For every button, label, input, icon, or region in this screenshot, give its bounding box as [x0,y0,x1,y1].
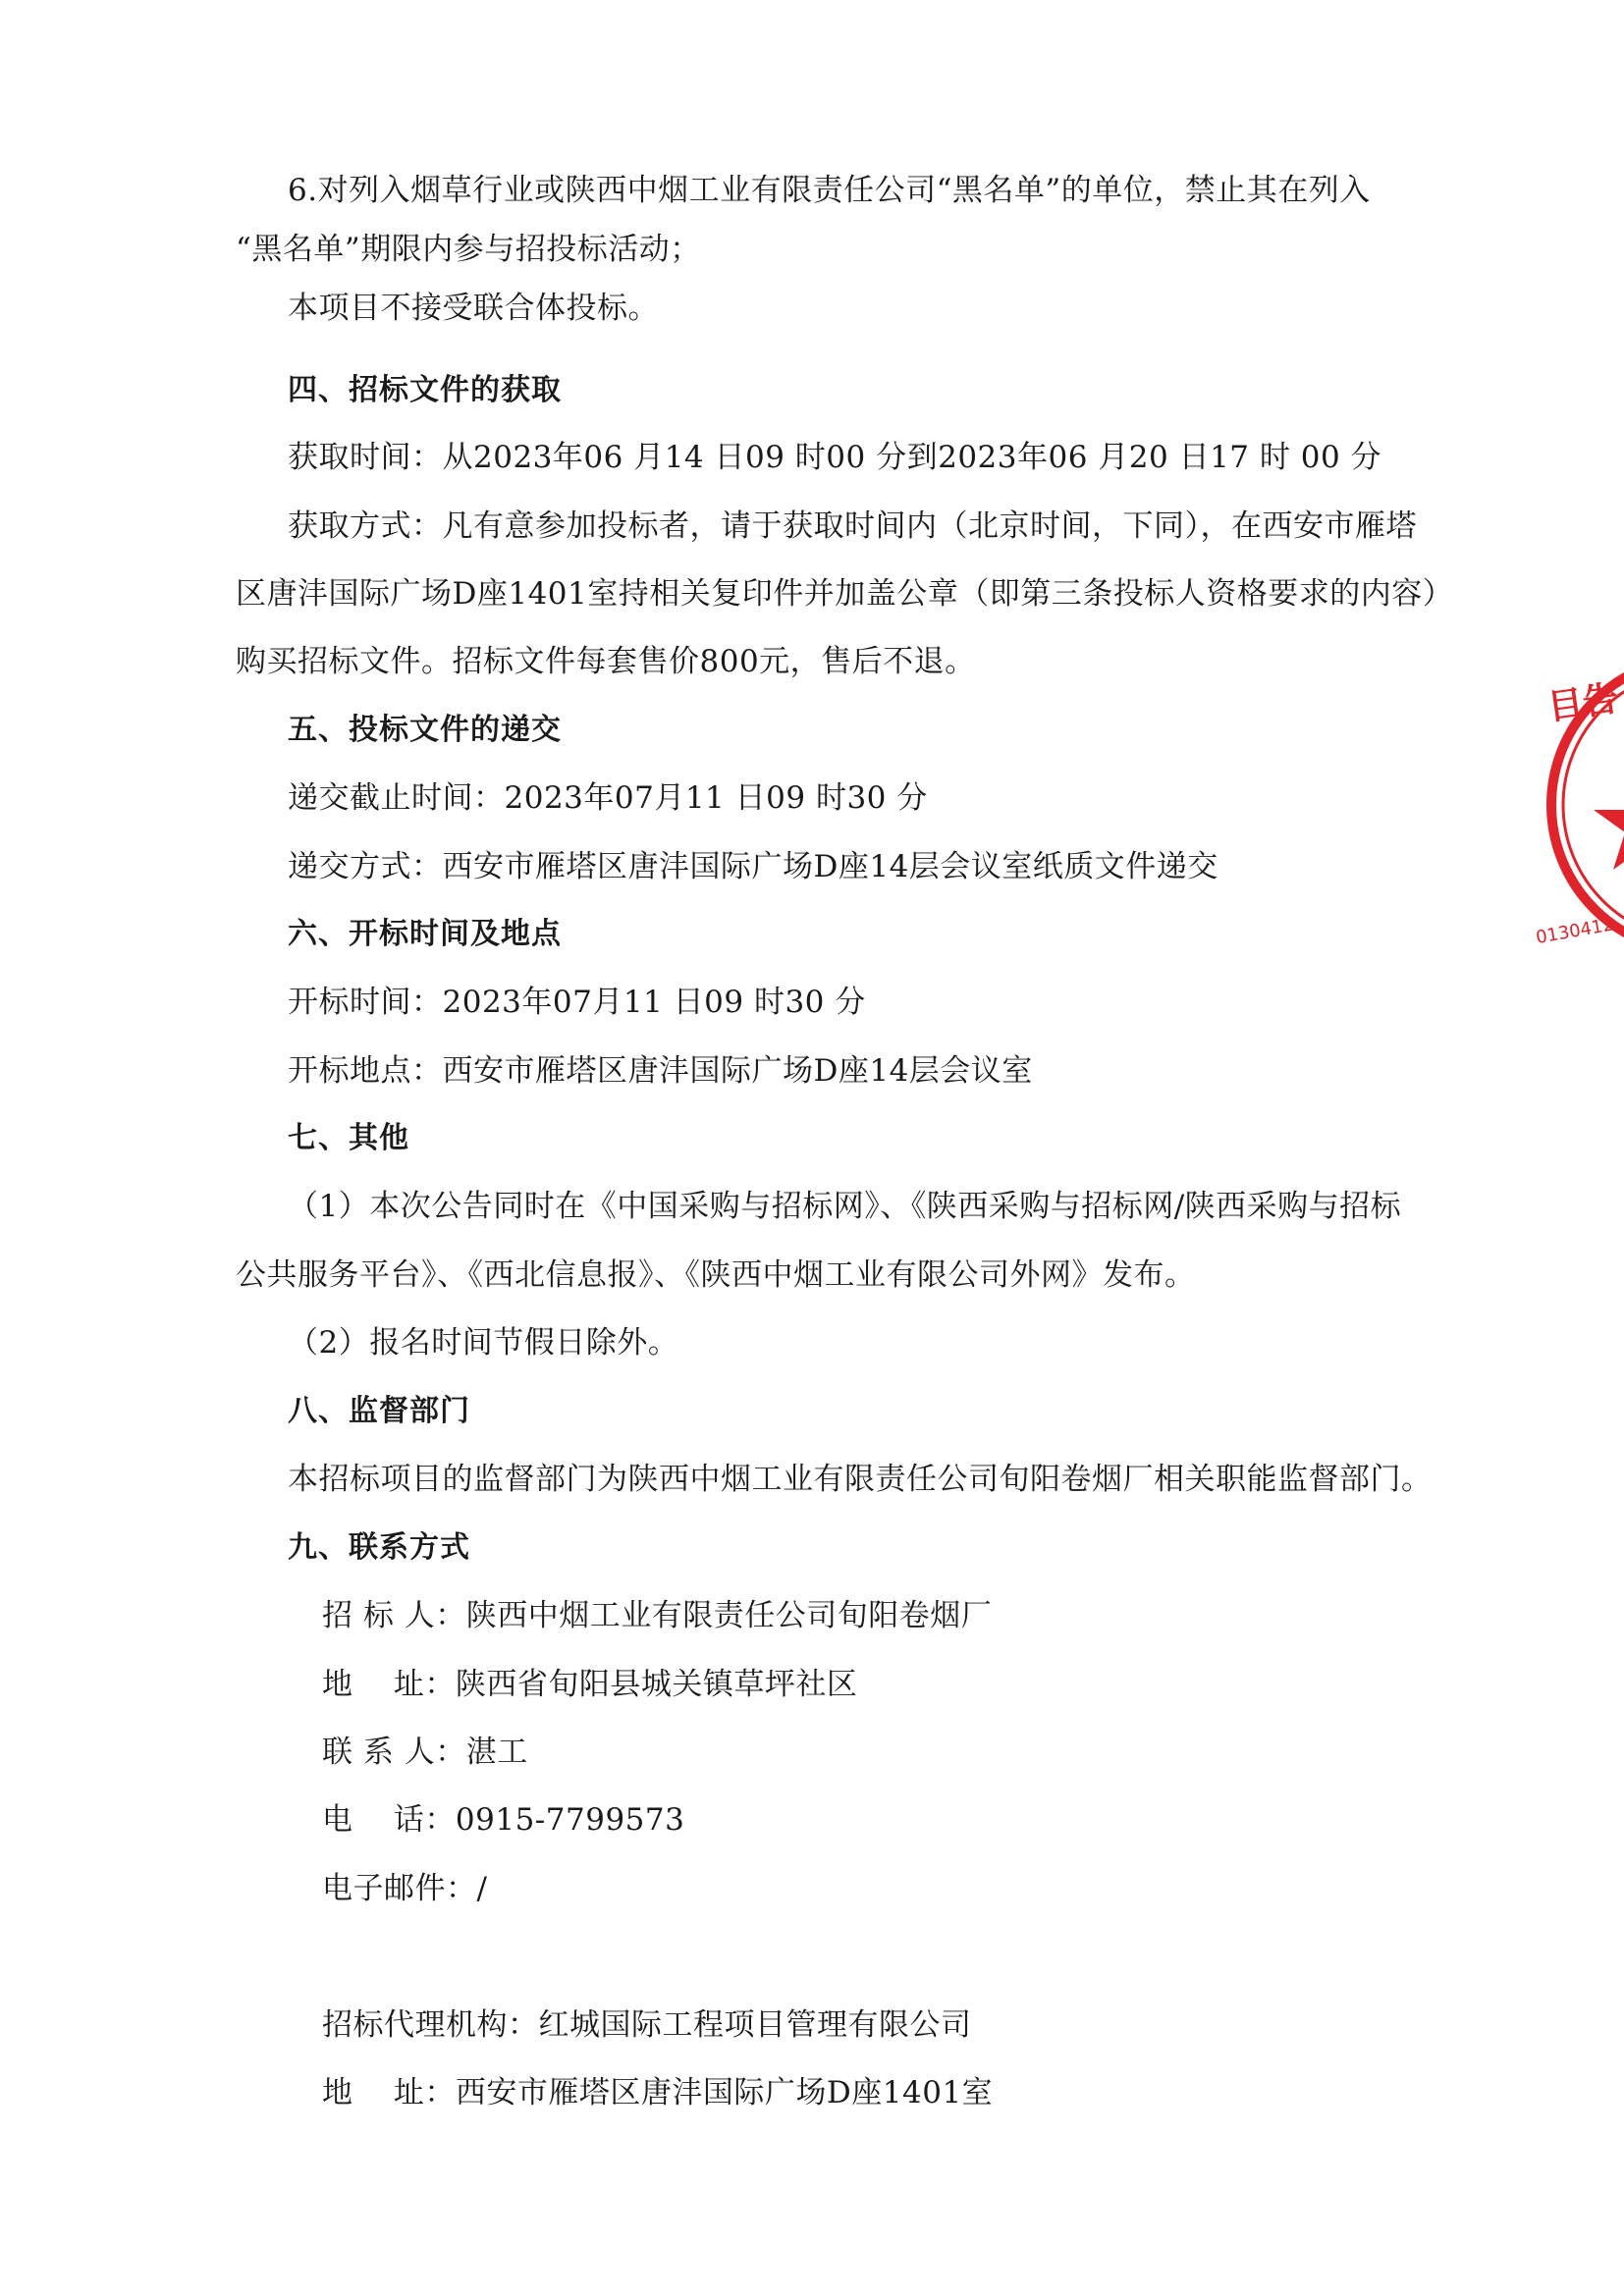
other-item2: （2）报名时间节假日除外。 [288,1325,679,1361]
seal-graphic [1532,643,1624,967]
submit-method: 递交方式：西安市雁塔区唐沣国际广场D座14层会议室纸质文件递交 [288,849,1218,884]
section6-heading: 六、开标时间及地点 [288,917,562,951]
submit-deadline: 递交截止时间：2023年07月11 日09 时30 分 [288,780,928,816]
item6-line2: “黑名单”期限内参与招投标活动； [236,232,701,267]
contact-line: 联 系 人：湛工 [322,1735,528,1770]
official-seal [1532,643,1624,967]
seal-digits: 0130412 [1534,914,1616,949]
seal-star [1594,773,1624,870]
tenderer-line: 招 标 人：陕西中烟工业有限责任公司旬阳卷烟厂 [322,1598,993,1633]
acquire-time: 获取时间：从2023年06 月14 日09 时00 分到2023年06 月20 日17 时 00 分 [288,440,1382,475]
supervision-text: 本招标项目的监督部门为陕西中烟工业有限责任公司旬阳卷烟厂相关职能监督部门。 [288,1462,1433,1497]
item6-line1: 6.对列入烟草行业或陕西中烟工业有限责任公司“黑名单”的单位，禁止其在列入 [288,173,1371,208]
acquire-method-line1: 获取方式：凡有意参加投标者，请于获取时间内（北京时间，下同），在西安市雁塔 [288,508,1417,544]
agency-line: 招标代理机构：红城国际工程项目管理有限公司 [322,2007,972,2043]
section7-heading: 七、其他 [288,1121,409,1155]
phone-line: 电 话：0915-7799573 [322,1802,685,1838]
address-line: 地 址：陕西省旬阳县城关镇草坪社区 [322,1667,858,1702]
email-line: 电子邮件：/ [322,1871,488,1906]
section8-heading: 八、监督部门 [288,1394,470,1428]
opening-time: 开标时间：2023年07月11 日09 时30 分 [288,985,866,1020]
agency-address-line: 地 址：西安市雁塔区唐沣国际广场D座1401室 [322,2075,994,2110]
section5-heading: 五、投标文件的递交 [288,713,562,747]
opening-place: 开标地点：西安市雁塔区唐沣国际广场D座14层会议室 [288,1053,1033,1089]
consortium-note: 本项目不接受联合体投标。 [288,291,659,326]
acquire-method-line3: 购买招标文件。招标文件每套售价800元，售后不退。 [236,644,976,679]
section9-heading: 九、联系方式 [288,1530,470,1565]
other-item1-line1: （1）本次公告同时在《中国采购与招标网》、《陕西采购与招标网/陕西采购与招标 [288,1189,1402,1224]
section4-heading: 四、招标文件的获取 [288,373,562,407]
seal-chars: 目告 [1544,678,1621,728]
acquire-method-line2: 区唐沣国际广场D座1401室持相关复印件并加盖公章（即第三条投标人资格要求的内容） [236,576,1454,612]
other-item1-line2: 公共服务平台》、《西北信息报》、《陕西中烟工业有限公司外网》发布。 [236,1257,1196,1293]
